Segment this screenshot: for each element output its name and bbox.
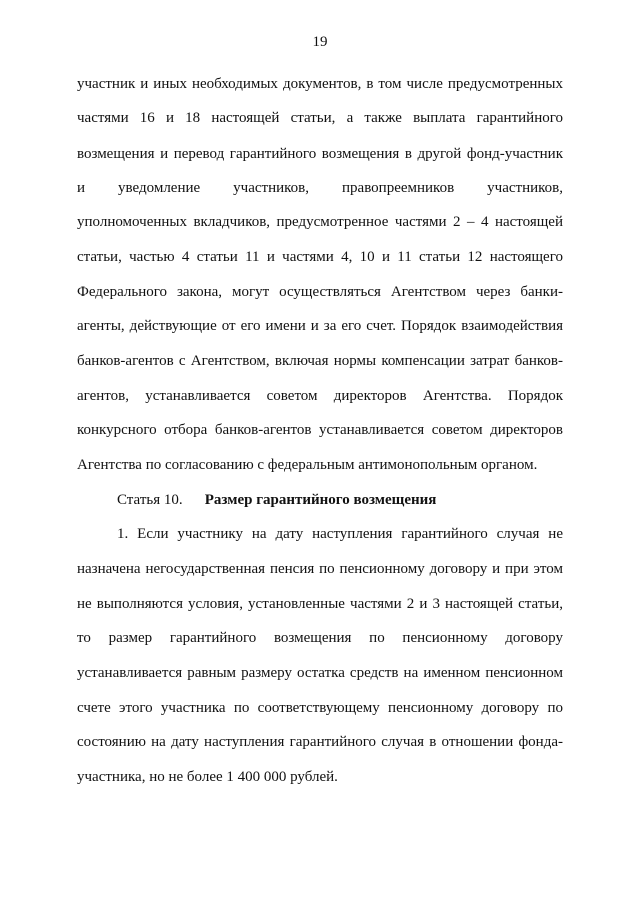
paragraph-line-first: 1. Если участнику на дату наступления гарантийного случая не [117, 526, 563, 542]
page-number: 19 [312, 34, 328, 50]
paragraph-line: банков-агентов с Агентством, включая нормы компенсации затрат банков- [77, 353, 563, 369]
paragraph-line: участник и иных необходимых документов, в том числе предусмотренных [77, 76, 563, 92]
paragraph-line-last: Агентства по согласованию с федеральным антимонопольным органом. [77, 457, 538, 473]
paragraph-line: устанавливается равным размеру остатка средств на именном пенсионном [77, 665, 563, 681]
paragraph-line: статьи, частью 4 статьи 11 и частями 4, 10 и 11 статьи 12 настоящего [77, 249, 563, 265]
paragraph-line: Федерального закона, могут осуществляться Агентством через банки- [77, 284, 563, 300]
paragraph-line: агентов, устанавливается советом директоров Агентства. Порядок [77, 388, 563, 404]
paragraph-line: и уведомление участников, правопреемников участников, [77, 180, 563, 196]
article-heading [117, 490, 436, 510]
paragraph-line: частями 16 и 18 настоящей статьи, а также выплата гарантийного [77, 110, 563, 126]
paragraph-line-last: участника, но не более 1 400 000 рублей. [77, 769, 338, 785]
article-title: Размер гарантийного возмещения [204, 492, 437, 508]
paragraph-line: то размер гарантийного возмещения по пенсионному договору [77, 630, 563, 646]
paragraph-line: конкурсного отбора банков-агентов устанавливается советом директоров [77, 422, 563, 438]
paragraph-line: возмещения и перевод гарантийного возмещения в другой фонд-участник [77, 146, 563, 162]
paragraph-line: уполномоченных вкладчиков, предусмотренное частями 2 – 4 настоящей [77, 214, 563, 230]
paragraph-line: состоянию на дату наступления гарантийного случая в отношении фонда- [77, 734, 563, 750]
paragraph-line: счете этого участника по соответствующему пенсионному договору по [77, 700, 563, 716]
paragraph-line: назначена негосударственная пенсия по пенсионному договору и при этом [77, 561, 563, 577]
article-label: Статья 10. [117, 492, 183, 508]
paragraph-line: не выполняются условия, установленные частями 2 и 3 настоящей статьи, [77, 596, 563, 612]
paragraph-line: агенты, действующие от его имени и за его счет. Порядок взаимодействия [77, 318, 563, 334]
